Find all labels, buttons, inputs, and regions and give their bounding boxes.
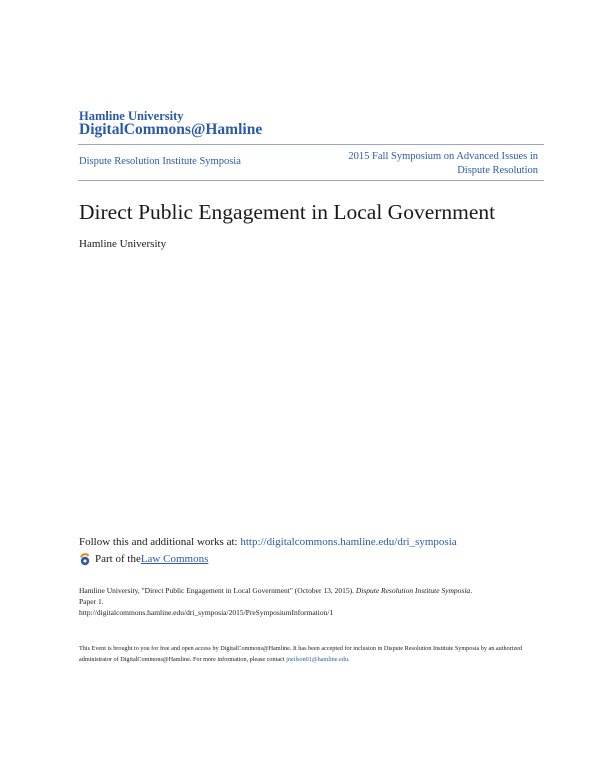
- citation-series: Dispute Resolution Institute Symposia: [355, 586, 471, 595]
- access-notice: [79, 643, 549, 665]
- top-divider: [78, 144, 544, 145]
- bottom-divider: [78, 180, 544, 181]
- law-commons-link[interactable]: Law Commons: [140, 553, 209, 565]
- notice-period: .: [347, 656, 350, 663]
- follow-url-link[interactable]: http://digitalcommons.hamline.edu/dri_symposia: [240, 536, 457, 548]
- citation-url: http://digitalcommons.hamline.edu/dri_symposia/2015/PreSymposiumInformation/1: [79, 608, 334, 617]
- citation-paper: Paper 1.: [79, 597, 104, 606]
- event-line-2: Dispute Resolution: [457, 165, 538, 176]
- recommended-citation: [79, 585, 539, 618]
- repository-name[interactable]: DigitalCommons@Hamline: [79, 121, 263, 138]
- event-link[interactable]: [308, 150, 538, 178]
- series-link[interactable]: Dispute Resolution Institute Symposia: [79, 156, 241, 167]
- notice-text: This Event is brought to you for free and open access by DigitalCommons@Hamline. It has been accepted for inclusion in Dispute Resolution Institute Symposia by an authorized administrator of DigitalCommons@Hamline. For more information, please contact: [79, 645, 523, 663]
- event-line-1: 2015 Fall Symposium on Advanced Issues in: [348, 151, 538, 162]
- document-title: Direct Public Engagement in Local Government: [79, 200, 496, 224]
- part-prefix: Part of the: [95, 553, 141, 565]
- open-access-icon: [79, 552, 91, 566]
- citation-period: .: [470, 586, 473, 595]
- contact-email-link[interactable]: jneilson01@hamline.edu: [286, 656, 348, 663]
- part-of-line: [79, 552, 208, 566]
- document-author: Hamline University: [79, 238, 167, 250]
- citation-text: Hamline University, "Direct Public Engagement in Local Government" (October 13, 2015).: [79, 586, 356, 595]
- university-name: Hamline University: [79, 109, 184, 123]
- follow-prefix: Follow this and additional works at:: [79, 536, 241, 548]
- follow-line: [79, 536, 457, 548]
